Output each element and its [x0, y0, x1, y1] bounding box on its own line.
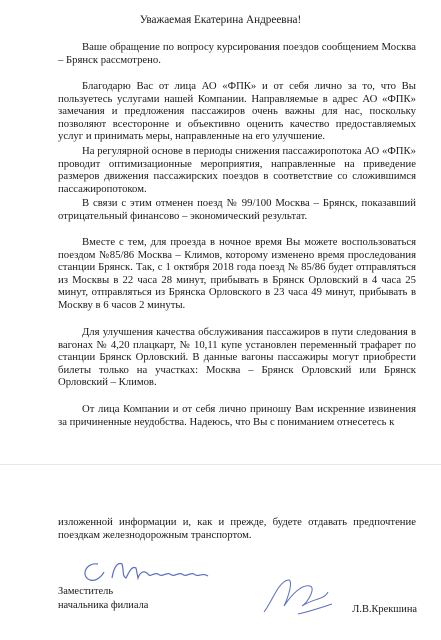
position-title-line1: Заместитель [58, 586, 114, 597]
paragraph-train-cancelled: В связи с этим отменен поезд № 99/100 Москва – Брянск, показавший отрицательный финансово – экономический результат. [58, 197, 416, 222]
paragraph-optimization: На регулярной основе в периоды снижения пассажиропотока АО «ФПК» проводит оптимизационные мероприятия, направленные на приведение размеров движения пассажирских поездов в соответствие со сложившимся пассажиропотоком. [58, 145, 416, 195]
paragraph-alternative-train: Вместе с тем, для проезда в ночное время Вы можете воспользоваться поездом №85/86 Москва – Климов, которому изменено время проследования станции Брянск. Так, с 1 октября 2018 года поезд № 85/86 будет отправляться из Москвы в 22 часа 28 минут, прибывать в Брянск Орловский в 4 часа 25 минут, отправляться из Брянска Орловского в 23 часа 49 минут, прибывать в Москву в 6 часов 2 минуты. [58, 236, 416, 311]
position-title-line2: начальника филиала [58, 600, 149, 611]
greeting: Уважаемая Екатерина Андреевна! [139, 14, 302, 26]
page-divider [0, 464, 441, 465]
paragraph-gratitude: Благодарю Вас от лица АО «ФПК» и от себя лично за то, что Вы пользуетесь услугами нашей Компании. Направляемые в адрес АО «ФПК» замечания и предложения пассажиров очень важны для нас, поскольку позволяют всесторонне и объективно оценить качество предоставляемых услуг и принимать меры, направленные на его улучшение. [58, 80, 416, 143]
signature [258, 572, 338, 622]
paragraph-service-improvement: Для улучшения качества обслуживания пассажиров в пути следования в вагонах № 4,20 плацкарт, № 10,11 купе установлен переменный трафарет по станции Брянск Орловский. В данные вагоны пассажиры могут приобрести билеты только на участках: Москва – Брянск Орловский или Брянск Орловский – Климов. [58, 326, 416, 389]
paragraph-continuation: изложенной информации и, как и прежде, будете отдавать предпочтение поездкам железнодорожным транспортом. [58, 516, 416, 541]
paragraph-apology: От лица Компании и от себя лично приношу Вам искренние извинения за причиненные неудобства. Надеюсь, что Вы с пониманием отнесетесь к [58, 403, 416, 428]
handwritten-sign-off [78, 558, 228, 584]
paragraph-appeal-reviewed: Ваше обращение по вопросу курсирования поездов сообщением Москва – Брянск рассмотрено. [58, 41, 416, 66]
signer-name: Л.В.Крекшина [352, 604, 417, 615]
